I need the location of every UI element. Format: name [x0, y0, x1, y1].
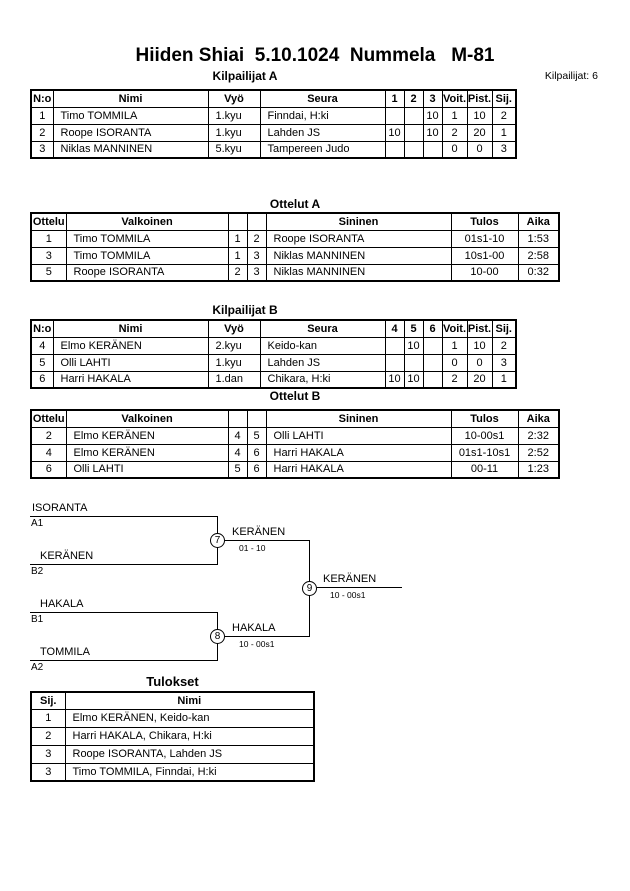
cell-blue-no: 2: [247, 230, 266, 247]
match-number-badge: 7: [210, 533, 225, 548]
bracket-winner: HAKALA: [232, 622, 276, 634]
cell-result: 10-00s1: [451, 427, 518, 444]
table-row: [31, 230, 559, 247]
cell-belt: 1.kyu: [208, 354, 260, 371]
cell-white-no: 4: [228, 427, 247, 444]
cell-blue: Harri HAKALA: [266, 444, 451, 461]
cell-no: 3: [31, 141, 53, 158]
cell-blue-no: 6: [247, 444, 266, 461]
cell-blue: Niklas MANNINEN: [266, 247, 451, 264]
cell-round: [385, 354, 404, 371]
bracket-winner: KERÄNEN: [232, 526, 286, 538]
header-name: Nimi: [53, 90, 208, 107]
matches-a-header-row: [31, 213, 559, 230]
cell-place: 3: [31, 745, 65, 763]
cell-no: 1: [31, 107, 53, 124]
cell-place: 1: [492, 371, 516, 388]
matches-a-title: Ottelut A: [269, 197, 321, 211]
cell-match: 1: [31, 230, 66, 247]
matches-a-table: [30, 212, 560, 282]
pool-b-table: [30, 319, 517, 389]
table-row: [31, 745, 314, 763]
header-no: N:o: [31, 90, 53, 107]
cell-white-no: 5: [228, 461, 247, 478]
cell-round: [385, 107, 404, 124]
table-row: [31, 264, 559, 281]
cell-club: Keido-kan: [260, 337, 385, 354]
header-wins: Voit.: [442, 320, 467, 337]
cell-match: 5: [31, 264, 66, 281]
cell-place: 1: [492, 124, 516, 141]
header-club: Seura: [260, 90, 385, 107]
cell-wins: 0: [442, 354, 467, 371]
cell-round: 10: [423, 124, 442, 141]
bracket-line: [30, 516, 218, 517]
cell-match: 6: [31, 461, 66, 478]
cell-round: [423, 337, 442, 354]
cell-points: 20: [467, 371, 492, 388]
header-place: Sij.: [492, 320, 516, 337]
header-white-no: [228, 213, 247, 230]
cell-time: 1:53: [518, 230, 559, 247]
header-match: Ottelu: [31, 410, 66, 427]
header-round-1: 1: [385, 90, 404, 107]
cell-wins: 0: [442, 141, 467, 158]
header-club: Seura: [260, 320, 385, 337]
cell-no: 4: [31, 337, 53, 354]
bracket-score: 10 - 00s1: [239, 639, 275, 649]
cell-round: [404, 141, 423, 158]
table-row: [31, 141, 516, 158]
matches-b-header-row: [31, 410, 559, 427]
header-wins: Voit.: [442, 90, 467, 107]
header-no: N:o: [31, 320, 53, 337]
header-name: Nimi: [53, 320, 208, 337]
header-white: Valkoinen: [66, 213, 228, 230]
bracket-winner: KERÄNEN: [323, 573, 377, 585]
cell-wins: 1: [442, 107, 467, 124]
pool-b-title: Kilpailijat B: [212, 303, 278, 317]
cell-club: Lahden JS: [260, 354, 385, 371]
cell-name: Harri HAKALA, Chikara, H:ki: [65, 727, 314, 745]
header-blue-no: [247, 213, 266, 230]
header-points: Pist.: [467, 320, 492, 337]
cell-white-no: 4: [228, 444, 247, 461]
bracket-line: [225, 636, 310, 637]
cell-white-no: 1: [228, 247, 247, 264]
cell-round: [423, 371, 442, 388]
results-table: [30, 691, 315, 782]
table-row: [31, 124, 516, 141]
cell-round: 10: [404, 337, 423, 354]
table-row: [31, 337, 516, 354]
cell-white: Timo TOMMILA: [66, 230, 228, 247]
cell-no: 5: [31, 354, 53, 371]
cell-name: Harri HAKALA: [53, 371, 208, 388]
table-row: [31, 444, 559, 461]
table-row: [31, 461, 559, 478]
header-blue: Sininen: [266, 213, 451, 230]
table-row: [31, 427, 559, 444]
cell-club: Tampereen Judo: [260, 141, 385, 158]
cell-wins: 2: [442, 124, 467, 141]
cell-round: [404, 124, 423, 141]
cell-name: Niklas MANNINEN: [53, 141, 208, 158]
cell-points: 0: [467, 354, 492, 371]
bracket-competitor: TOMMILA: [40, 646, 90, 658]
cell-belt: 1.kyu: [208, 124, 260, 141]
bracket-line: [30, 660, 218, 661]
match-number-badge: 8: [210, 629, 225, 644]
cell-time: 2:58: [518, 247, 559, 264]
bracket-competitor: KERÄNEN: [40, 550, 94, 562]
cell-blue: Harri HAKALA: [266, 461, 451, 478]
bracket-line: [30, 564, 218, 565]
bracket-line: [225, 540, 310, 541]
header-time: Aika: [518, 410, 559, 427]
cell-time: 1:23: [518, 461, 559, 478]
cell-place: 2: [492, 107, 516, 124]
header-round-2: 2: [404, 90, 423, 107]
cell-place: 2: [492, 337, 516, 354]
match-number-badge: 9: [302, 581, 317, 596]
page-title: Hiiden Shiai 5.10.1024 Nummela M-81: [135, 45, 495, 66]
cell-result: 10s1-00: [451, 247, 518, 264]
cell-blue-no: 3: [247, 247, 266, 264]
competitor-count: Kilpailijat: 6: [544, 70, 598, 82]
cell-place: 3: [492, 141, 516, 158]
cell-place: 1: [31, 709, 65, 727]
cell-blue: Olli LAHTI: [266, 427, 451, 444]
cell-round: [404, 107, 423, 124]
cell-blue-no: 6: [247, 461, 266, 478]
cell-wins: 2: [442, 371, 467, 388]
cell-points: 0: [467, 141, 492, 158]
cell-blue: Roope ISORANTA: [266, 230, 451, 247]
header-white: Valkoinen: [66, 410, 228, 427]
header-belt: Vyö: [208, 320, 260, 337]
cell-round: [423, 354, 442, 371]
cell-time: 2:52: [518, 444, 559, 461]
header-round-5: 5: [404, 320, 423, 337]
table-row: [31, 371, 516, 388]
header-result: Tulos: [451, 213, 518, 230]
table-row: [31, 727, 314, 745]
header-round-6: 6: [423, 320, 442, 337]
pool-b-header-row: [31, 320, 516, 337]
header-round-3: 3: [423, 90, 442, 107]
cell-white-no: 2: [228, 264, 247, 281]
header-blue-no: [247, 410, 266, 427]
bracket-seed: A2: [31, 662, 44, 673]
cell-name: Roope ISORANTA: [53, 124, 208, 141]
cell-place: 3: [31, 763, 65, 781]
cell-points: 10: [467, 107, 492, 124]
cell-result: 01s1-10s1: [451, 444, 518, 461]
cell-blue-no: 5: [247, 427, 266, 444]
cell-wins: 1: [442, 337, 467, 354]
table-row: [31, 763, 314, 781]
cell-match: 2: [31, 427, 66, 444]
cell-time: 2:32: [518, 427, 559, 444]
results-header-row: [31, 692, 314, 709]
cell-white: Timo TOMMILA: [66, 247, 228, 264]
header-name: Nimi: [65, 692, 314, 709]
cell-result: 00-11: [451, 461, 518, 478]
cell-result: 01s1-10: [451, 230, 518, 247]
cell-points: 10: [467, 337, 492, 354]
cell-match: 4: [31, 444, 66, 461]
table-row: [31, 107, 516, 124]
cell-belt: 1.dan: [208, 371, 260, 388]
bracket-seed: A1: [31, 518, 44, 529]
cell-round: [385, 141, 404, 158]
cell-club: Finndai, H:ki: [260, 107, 385, 124]
cell-round: 10: [404, 371, 423, 388]
header-result: Tulos: [451, 410, 518, 427]
cell-no: 2: [31, 124, 53, 141]
bracket-competitor: HAKALA: [40, 598, 84, 610]
cell-white-no: 1: [228, 230, 247, 247]
cell-name: Elmo KERÄNEN: [53, 337, 208, 354]
cell-points: 20: [467, 124, 492, 141]
cell-round: 10: [423, 107, 442, 124]
table-row: [31, 709, 314, 727]
pool-a-title: Kilpailijat A: [212, 69, 278, 83]
bracket-line: [317, 587, 402, 588]
bracket-score: 01 - 10: [239, 543, 266, 553]
matches-b-table: [30, 409, 560, 479]
cell-place: 2: [31, 727, 65, 745]
cell-belt: 1.kyu: [208, 107, 260, 124]
header-time: Aika: [518, 213, 559, 230]
header-points: Pist.: [467, 90, 492, 107]
pool-a-header-row: [31, 90, 516, 107]
header-blue: Sininen: [266, 410, 451, 427]
header-round-4: 4: [385, 320, 404, 337]
cell-no: 6: [31, 371, 53, 388]
cell-blue: Niklas MANNINEN: [266, 264, 451, 281]
header-belt: Vyö: [208, 90, 260, 107]
table-row: [31, 247, 559, 264]
bracket-competitor: ISORANTA: [32, 502, 88, 514]
cell-round: 10: [385, 124, 404, 141]
cell-result: 10-00: [451, 264, 518, 281]
cell-club: Lahden JS: [260, 124, 385, 141]
cell-round: [385, 337, 404, 354]
cell-place: 3: [492, 354, 516, 371]
header-place: Sij.: [492, 90, 516, 107]
cell-white: Elmo KERÄNEN: [66, 427, 228, 444]
cell-belt: 2.kyu: [208, 337, 260, 354]
cell-blue-no: 3: [247, 264, 266, 281]
cell-name: Elmo KERÄNEN, Keido-kan: [65, 709, 314, 727]
cell-round: [423, 141, 442, 158]
table-row: [31, 354, 516, 371]
cell-name: Roope ISORANTA, Lahden JS: [65, 745, 314, 763]
cell-club: Chikara, H:ki: [260, 371, 385, 388]
cell-white: Olli LAHTI: [66, 461, 228, 478]
bracket-seed: B2: [31, 566, 44, 577]
bracket-seed: B1: [31, 614, 44, 625]
matches-b-title: Ottelut B: [269, 389, 321, 403]
cell-match: 3: [31, 247, 66, 264]
cell-belt: 5.kyu: [208, 141, 260, 158]
results-title: Tulokset: [146, 674, 199, 689]
cell-name: Olli LAHTI: [53, 354, 208, 371]
cell-name: Timo TOMMILA: [53, 107, 208, 124]
header-match: Ottelu: [31, 213, 66, 230]
header-white-no: [228, 410, 247, 427]
cell-white: Roope ISORANTA: [66, 264, 228, 281]
cell-round: [404, 354, 423, 371]
header-place: Sij.: [31, 692, 65, 709]
bracket-score: 10 - 00s1: [330, 590, 366, 600]
cell-round: 10: [385, 371, 404, 388]
cell-time: 0:32: [518, 264, 559, 281]
bracket-line: [30, 612, 218, 613]
pool-a-table: [30, 89, 517, 159]
cell-white: Elmo KERÄNEN: [66, 444, 228, 461]
cell-name: Timo TOMMILA, Finndai, H:ki: [65, 763, 314, 781]
